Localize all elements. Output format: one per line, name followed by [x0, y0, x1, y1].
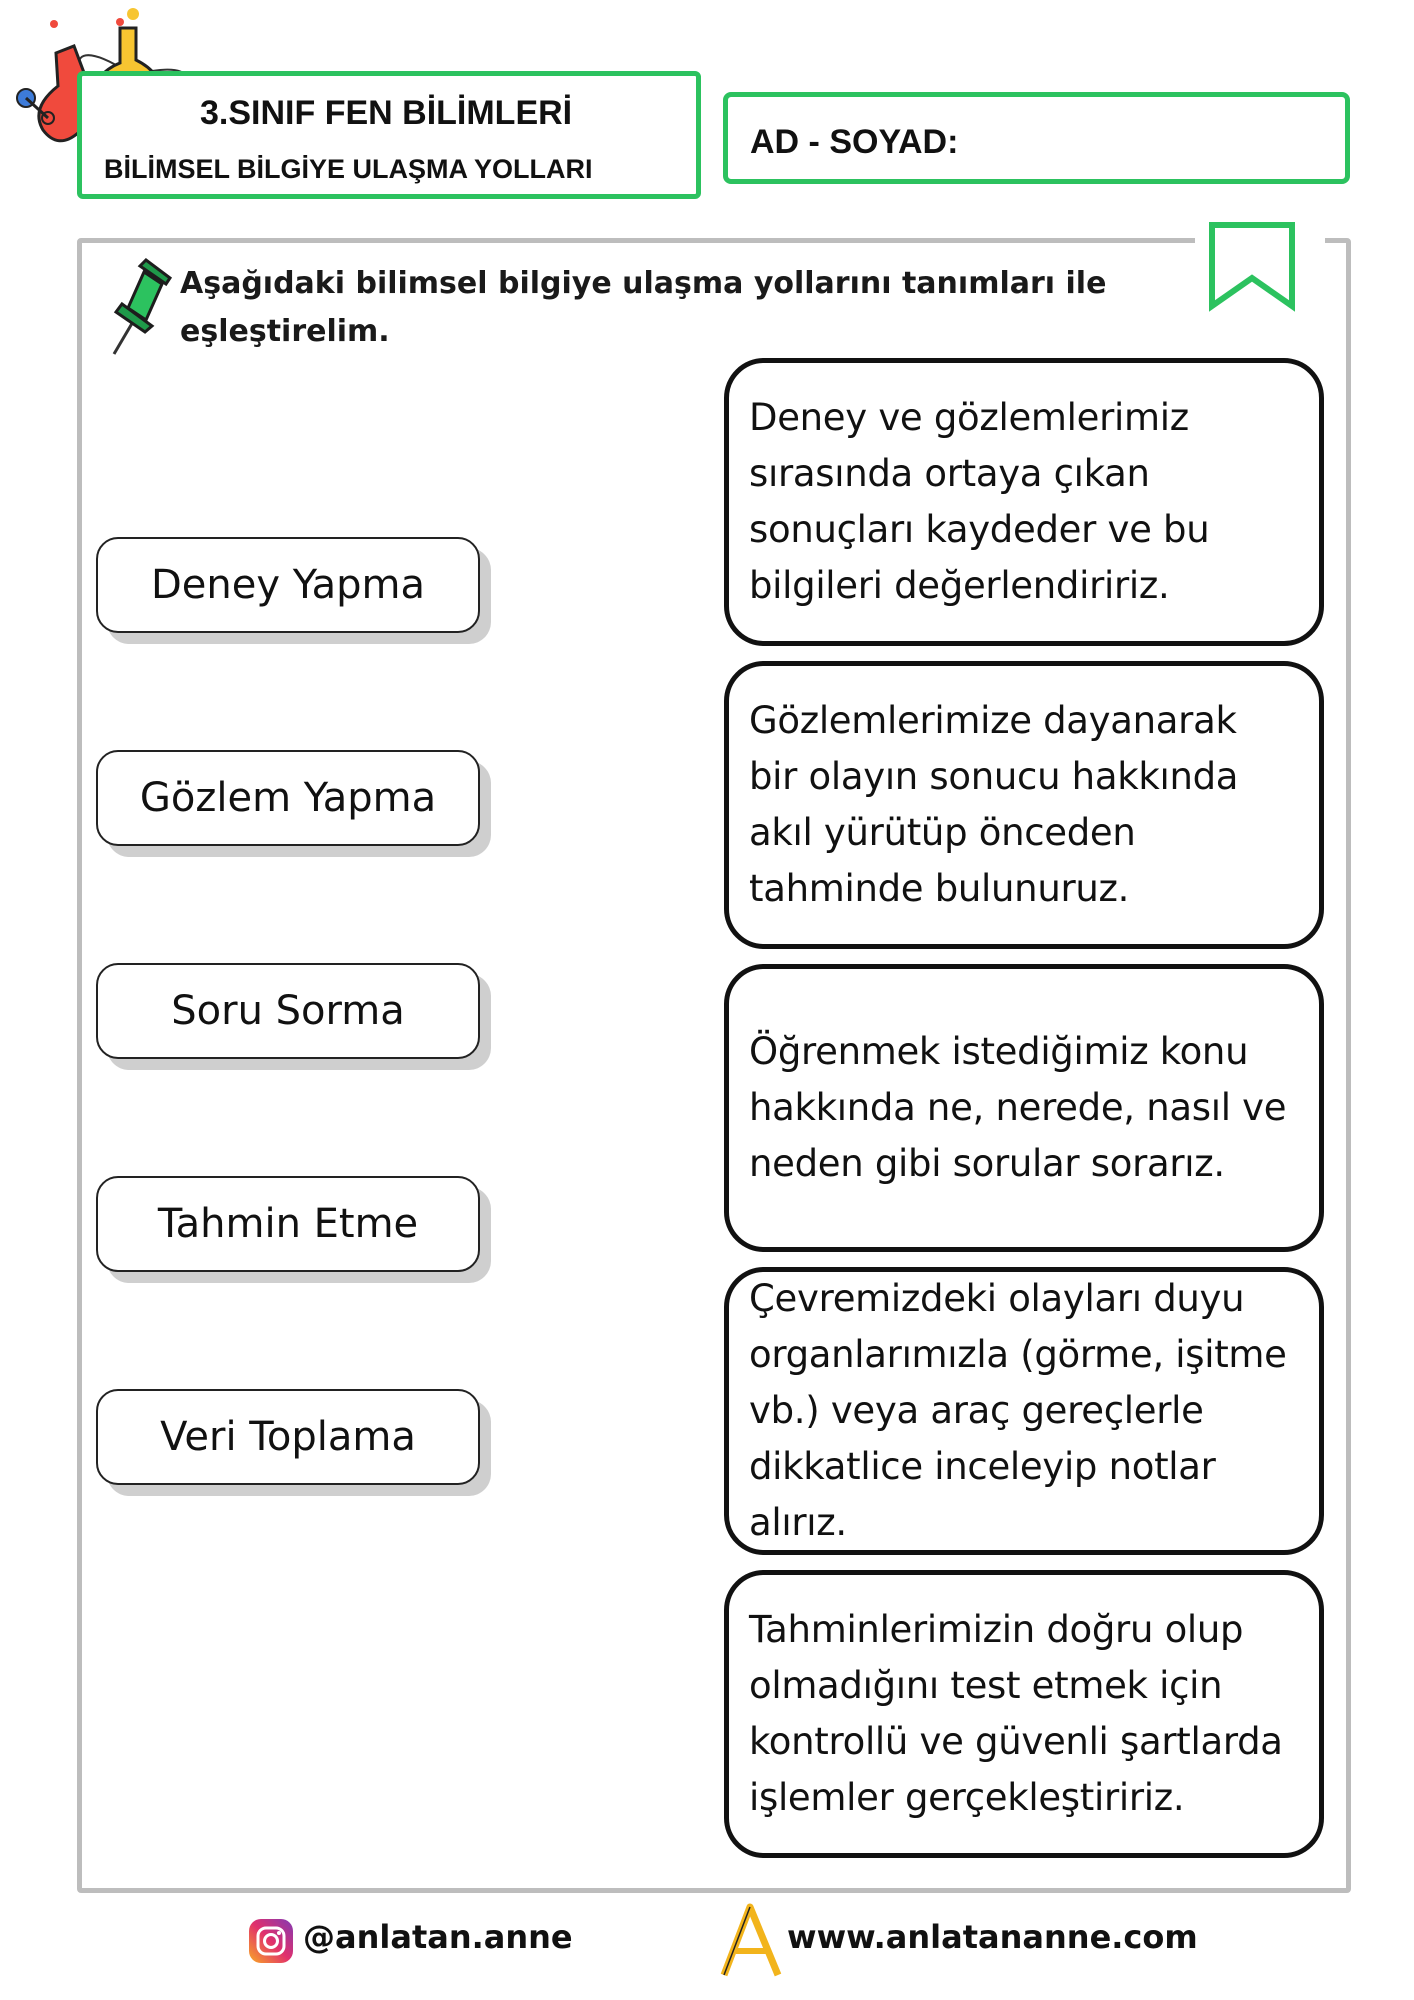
letter-a-logo-icon: [720, 1903, 782, 1977]
worksheet-title: 3.SINIF FEN BİLİMLERİ: [200, 94, 573, 132]
definition-card[interactable]: [724, 661, 1324, 949]
term-card[interactable]: Deney Yapma: [96, 537, 480, 633]
definition-text: Öğrenmek istediğimiz konu hakkında ne, nerede, nasıl ve neden gibi sorular sorarız.: [749, 1030, 1287, 1185]
title-box: [77, 71, 701, 199]
definition-text: Tahminlerimizin doğru olup olmadığını test etmek için kontrollü ve güvenli şartlarda işlemler gerçekleştiririz.: [749, 1608, 1283, 1819]
term-card[interactable]: Soru Sorma: [96, 963, 480, 1059]
name-field-label: AD - SOYAD:: [750, 123, 959, 161]
term-card[interactable]: Gözlem Yapma: [96, 750, 480, 846]
definition-text: Çevremizdeki olayları duyu organlarımızla (görme, işitme vb.) veya araç gereçlerle dikkatlice inceleyip notlar alırız.: [749, 1277, 1287, 1544]
bookmark-icon: [1207, 220, 1297, 312]
term-card[interactable]: Veri Toplama: [96, 1389, 480, 1485]
name-field[interactable]: [723, 92, 1350, 184]
term-card[interactable]: Tahmin Etme: [96, 1176, 480, 1272]
definition-card[interactable]: [724, 358, 1324, 646]
website-link[interactable]: www.anlatananne.com: [787, 1918, 1198, 1956]
definition-card[interactable]: [724, 964, 1324, 1252]
worksheet-subtitle: BİLİMSEL BİLGİYE ULAŞMA YOLLARI: [104, 154, 593, 184]
instruction-text: Aşağıdaki bilimsel bilgiye ulaşma yollarını tanımları ile eşleştirelim.: [180, 266, 1107, 349]
definition-text: Deney ve gözlemlerimiz sırasında ortaya çıkan sonuçları kaydeder ve bu bilgileri değerlendiririz.: [749, 396, 1210, 607]
definition-card[interactable]: [724, 1267, 1324, 1555]
pushpin-icon: [100, 258, 174, 360]
definition-text: Gözlemlerimize dayanarak bir olayın sonucu hakkında akıl yürütüp önceden tahminde bulunuruz.: [749, 699, 1239, 910]
definition-card[interactable]: [724, 1570, 1324, 1858]
instagram-icon: [248, 1918, 294, 1964]
instagram-handle: @anlatan.anne: [303, 1918, 573, 1956]
